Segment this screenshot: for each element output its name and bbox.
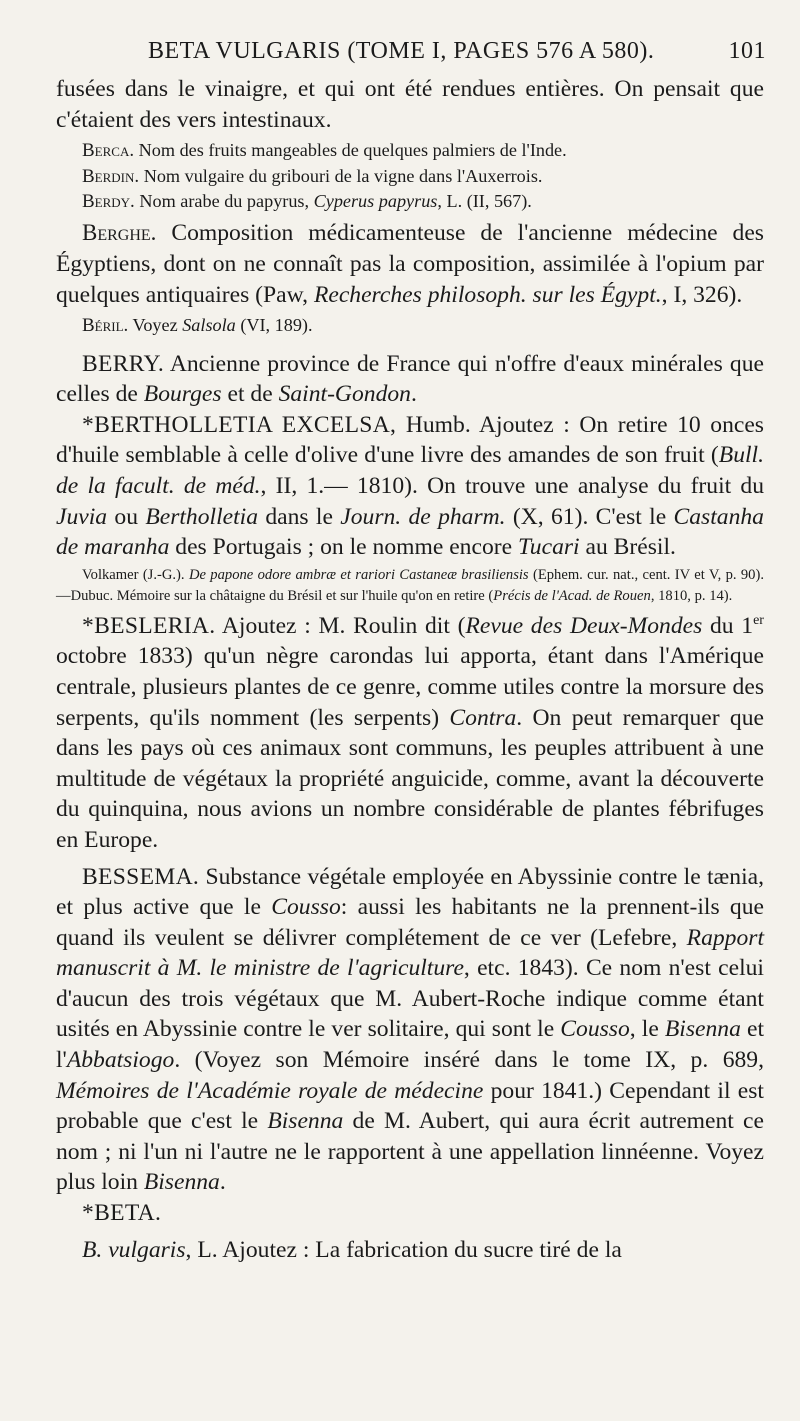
entry-text: Ancienne province de France qui n'offre d'eaux minérales que celles de [56,350,764,408]
entry-italic: Abbatsiogo [66,1047,175,1074]
headword-berghe: Berghe. [82,220,157,246]
entry-beta [56,1198,764,1229]
entry-text: . [219,1169,226,1196]
entry-berghe [56,218,764,310]
entry-text: Humb. Ajoutez : On retire 10 onces d'huile semblable à celle d'olive d'une livre des amandes de son fruit ( [56,411,764,469]
running-title: BETA VULGARIS (TOME I, PAGES 576 A 580). [148,38,655,64]
headword-beta: *BETA. [82,1200,162,1227]
note-italic: De papone odore ambræ et rariori Castaneæ brasiliensis [188,566,529,583]
entry-italic: Cyperus papyrus [313,191,438,211]
entry-text: , L. Ajoutez : La fabrication du sucre tiré de la [185,1236,622,1263]
entry-italic: Bourges [143,381,222,408]
entry-text: . [410,381,417,408]
headword-besleria: *BESLERIA. [82,612,216,639]
entry-text: Ajoutez : M. Roulin dit ( [221,612,466,639]
entry-italic: Bertholletia [145,503,259,530]
page-body [56,74,764,1265]
entry-text: octobre 1833) qu'un nègre carondas lui apporta, étant dans l'Amérique centrale, plusieurs plantes de ce genre, comme utiles contre la morsure des serpents, qu'ils nomment (les serpents) [56,643,764,731]
entry-text: , II, 1.— 1810). On trouve une analyse du fruit du [260,472,764,499]
entry-text: du 1 [709,612,754,639]
entry-italic: Salsola [182,315,236,336]
headword-berdin: Berdin. [82,165,140,187]
entry-text: Nom vulgaire du gribouri de la vigne dans l'Auxerrois. [143,165,543,186]
note-text: , 1810, p. 14). [650,587,733,604]
note-text: (Ephem. cur. nat., cent. IV et V, p. 90).—Dubuc. Mémoire sur la châtaigne du Brésil et sur l'huile qu'on en retire ( [56,566,764,604]
entry-bessema [56,862,764,1199]
entry-text: et de [227,381,273,408]
entry-text: , L. (II, 567). [437,191,532,211]
headword-berry: BERRY. [82,350,165,377]
headword-bertholletia: *BERTHOLLETIA EXCELSA, [82,411,397,438]
running-header [80,38,766,70]
entry-text: et l' [56,1016,764,1074]
entry-text: Composition médicamenteuse de l'ancienne médecine des Égyptiens, dont on ne connaît pas la composition, assimilée à l'opium par quelques antiquaires (Paw, [56,220,764,308]
paragraph-text: fusées dans le vinaigre, et qui ont été rendues entières. On pensait que c'étaient des vers intestinaux. [56,76,764,133]
headword-berca: Berca. [82,140,135,162]
entry-text: Nom des fruits mangeables de quelques palmiers de l'Inde. [138,140,567,161]
entry-text: , le [629,1016,659,1043]
entry-text: des Portugais ; on le nomme encore [175,534,513,561]
entry-text: Voyez [132,315,178,336]
continued-paragraph [56,74,764,135]
entry-text: au Brésil. [585,534,676,561]
entry-beril [56,313,764,338]
entry-italic: Cousso [560,1016,630,1043]
entry-italic: Bisenna [664,1016,741,1043]
entry-text: (VI, 189). [240,315,313,336]
entry-text: Substance végétale employée en Abyssinie contre le tænia, et plus active que le [56,863,764,921]
entry-italic: Recherches philosoph. sur les Égypt. [313,281,662,308]
entry-text: . On peut remarquer que dans les pays où ces animaux sont communs, les peuples attribuent à une multitude de végétaux la propriété anguicide, comme, avant la découverte du quinquina, nous avions un nombre considérable de plantes fébrifuges en Europe. [56,704,764,853]
entry-text: : aussi les habitants ne la prennent-ils que quand ils veulent se délivrer complétement de ce ver (Lefebre, [56,894,764,951]
entry-text: , I, 326). [661,281,743,308]
note-text: Volkamer (J.-G.). [82,566,185,583]
entry-italic: Cousso [271,894,341,921]
headword-beril: Béril. [82,315,129,337]
entry-besleria [56,611,764,856]
entry-berdin [56,164,764,189]
entry-italic: Castanha de maranha [56,503,764,561]
entry-bertholletia [56,410,764,563]
entry-italic: Contra [449,704,517,731]
superscript: er [753,612,764,628]
entry-text: Nom arabe du papyrus, [139,191,310,211]
page-number: 101 [728,38,766,64]
entry-text: dans le [265,503,333,530]
entry-berca [56,138,764,163]
note-italic: Précis de l'Acad. de Rouen [493,587,651,604]
entry-italic: Tucari [517,534,580,561]
headword-bessema: BESSEMA. [82,863,200,890]
entry-italic: Juvia [56,503,108,530]
entry-text: ou [114,503,138,530]
bibliography-note [56,565,764,607]
entry-italic: Bull. de la facult. de méd. [56,442,764,499]
entry-text: . (Voyez son Mémoire inséré dans le tome IX, p. 689, [174,1047,764,1074]
entry-italic: Mémoires de l'Académie royale de médecine [56,1077,484,1104]
entry-italic: B. vulgaris [82,1236,186,1263]
entry-italic: Bisenna [143,1169,220,1196]
entry-beta-vulgaris [56,1235,764,1266]
entry-italic: Revue des Deux-Mondes [465,612,703,639]
entry-text: (X, 61). C'est le [512,503,667,530]
entry-italic: Saint-Gondon [278,381,411,408]
entry-text: de M. Aubert, qui aura écrit autrement ce nom ; ni l'un ni l'autre ne le rapportent à une appellation linnéenne. Voyez plus loin [56,1108,764,1196]
entry-text: pour 1841.) Cependant il est probable que c'est le [56,1077,764,1135]
entry-italic: Bisenna [267,1108,344,1135]
headword-berdy: Berdy. [82,191,135,212]
entry-italic: Rapport manuscrit à M. le ministre de l'agriculture [56,924,764,982]
entry-text: , etc. 1843). Ce nom n'est celui d'aucun des trois végétaux que M. Aubert-Roche indique comme étant usités en Abyssinie contre le ver solitaire, qui sont le [56,955,764,1043]
entry-berry [56,349,764,410]
entry-italic: Journ. de pharm. [340,503,506,530]
entry-berdy [56,189,764,214]
